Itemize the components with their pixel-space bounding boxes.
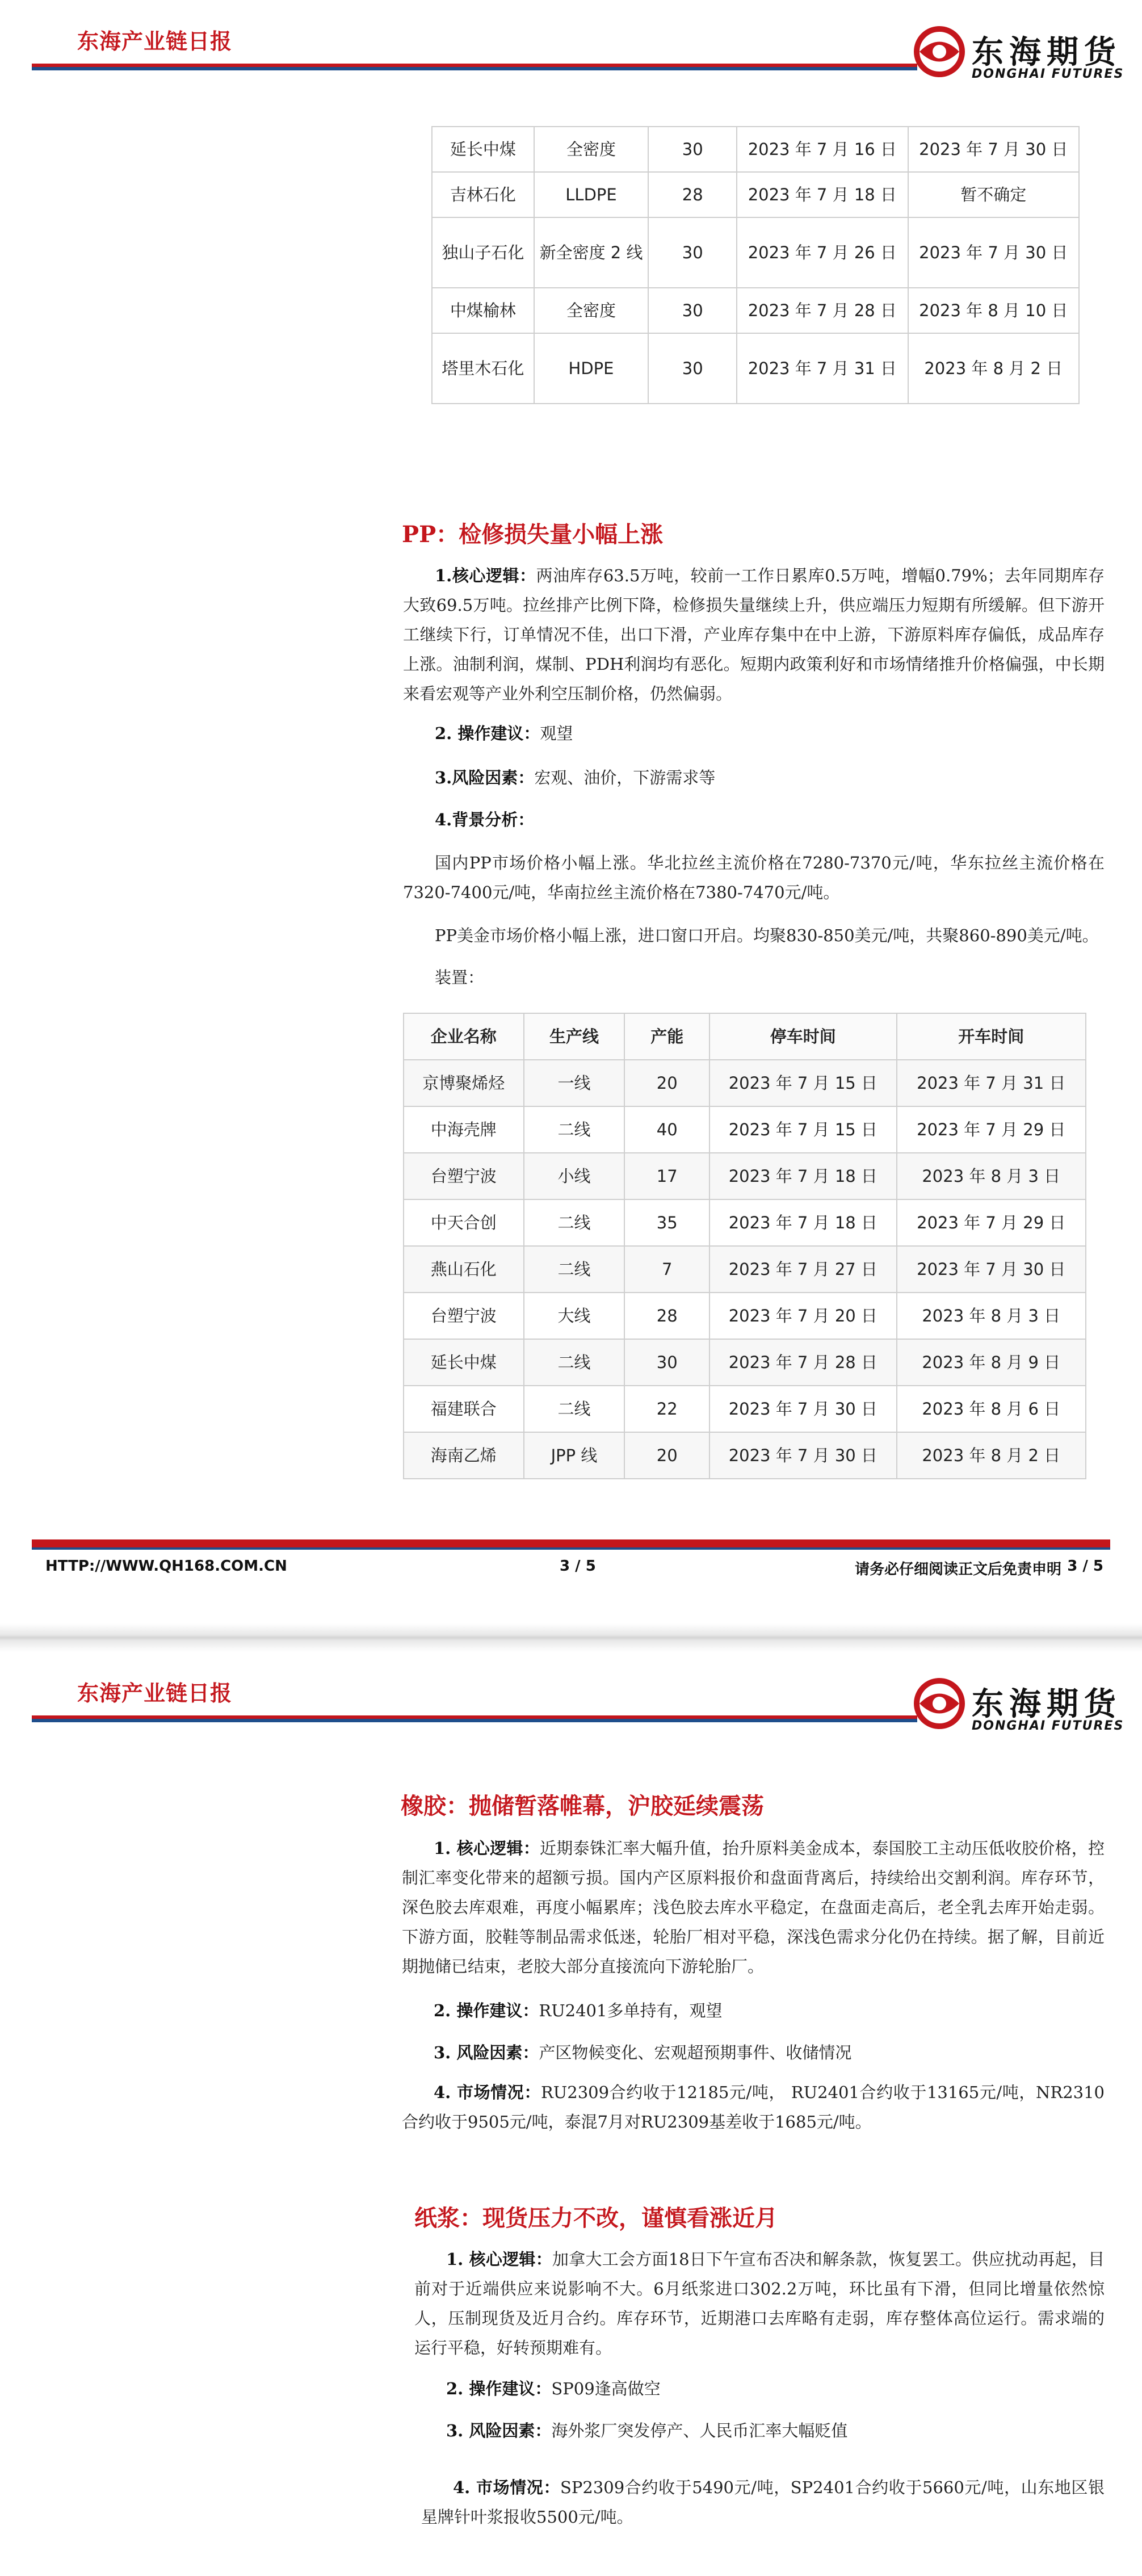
table-cell: 福建联合: [404, 1386, 524, 1432]
footer-rule-red: [32, 1539, 1110, 1547]
table-cell: 独山子石化: [432, 217, 534, 288]
pulp-market-label: 4. 市场情况：: [453, 2478, 560, 2497]
pp-bg-label: 4.背景分析：: [435, 810, 535, 829]
table-cell: 全密度: [534, 288, 649, 333]
table-cell: 二线: [524, 1106, 625, 1153]
table-cell: 35: [624, 1199, 709, 1246]
donghai-logo: [908, 1672, 1124, 1735]
rubber-advice: [434, 1998, 722, 2023]
rubber-core-logic: [402, 1834, 1105, 1981]
rubber-logic-text: 近期泰铢汇率大幅升值，抬升原料美金成本，泰国胶工主动压低收胶价格，控制汇率变化带来的超额亏损。国内产区原料报价和盘面背离后，持续给出交割利润。库存环节，深色胶去库艰难，再度小幅累库；浅色胶去库水平稳定，在盘面走高后，老全乳去库开始走弱。下游方面，胶鞋等制品需求低迷，轮胎厂相对平稳，深浅色需求分化仍在持续。据了解，目前近期抛储已结束，老胶大部分直接流向下游轮胎厂。: [402, 1839, 1105, 1976]
table-cell: 2023 年 7 月 29 日: [897, 1199, 1086, 1246]
table-cell: 2023 年 8 月 3 日: [897, 1293, 1086, 1339]
table-cell: 中煤榆林: [432, 288, 534, 333]
pp-logic-text: 两油库存63.5万吨，较前一工作日累库0.5万吨，增幅0.79%；去年同期库存大致69.5万吨。拉丝排产比例下降，检修损失量继续上升，供应端压力短期有所缓解。但下游开工继续下行，订单情况不佳，出口下滑，产业库存集中在中上游，下游原料库存偏低，成品库存上涨。油制利润，煤制、PDH利润均有恶化。短期内政策利好和市场情绪推升价格偏强，中长期来看宏观等产业外利空压制价格，仍然偏弱。: [403, 566, 1105, 703]
table-cell: 28: [648, 172, 737, 217]
table-row: [404, 1293, 1086, 1339]
pulp-logic-text: 加拿大工会方面18日下午宣布否决和解条款，恢复罢工。供应扰动再起，目前对于近端供应来说影响不大。6月纸浆进口302.2万吨，环比虽有下滑，但同比增量依然惊人，压制现货及近月合约。库存环节，近期港口去库略有走弱，库存整体高位运行。需求端的运行平稳，好转预期难有。: [414, 2250, 1105, 2357]
table-row: [404, 1153, 1086, 1199]
table-cell: 2023 年 7 月 31 日: [897, 1060, 1086, 1106]
table-cell: 塔里木石化: [432, 333, 534, 404]
pp-logic-label: 1.核心逻辑：: [435, 566, 536, 585]
header-title: 东海产业链日报: [77, 1681, 233, 1706]
table-row: [404, 1246, 1086, 1293]
table-cell: 2023 年 7 月 30 日: [908, 217, 1079, 288]
pp-risk: [435, 765, 715, 790]
pulp-risk-label: 3. 风险因素：: [446, 2421, 552, 2440]
pulp-core-logic: [414, 2244, 1105, 2363]
page-separator: [0, 1623, 1142, 1652]
pp-risk-label: 3.风险因素：: [435, 768, 535, 787]
column-header: 停车时间: [709, 1013, 896, 1060]
table-cell: 30: [624, 1339, 709, 1386]
table-cell: 二线: [524, 1199, 625, 1246]
table-cell: 2023 年 7 月 15 日: [709, 1106, 896, 1153]
table-row: [432, 217, 1079, 288]
table-cell: 2023 年 7 月 28 日: [737, 288, 908, 333]
logo-swirl-icon: [908, 1672, 971, 1735]
table-cell: 中海壳牌: [404, 1106, 524, 1153]
table-cell: 吉林石化: [432, 172, 534, 217]
pulp-advice: [446, 2376, 661, 2401]
header-title: 东海产业链日报: [77, 29, 233, 54]
footer-page-number: 3 / 5: [560, 1558, 596, 1575]
table-header-row: [404, 1013, 1086, 1060]
table-cell: 2023 年 7 月 18 日: [737, 172, 908, 217]
table-cell: 2023 年 8 月 6 日: [897, 1386, 1086, 1432]
logo-text-cn: 东海期货: [972, 1685, 1122, 1723]
table-row: [404, 1060, 1086, 1106]
pp-device-label: 装置：: [435, 968, 485, 987]
table-cell: 小线: [524, 1153, 625, 1199]
table-cell: 30: [648, 217, 737, 288]
table-cell: 2023 年 7 月 18 日: [709, 1199, 896, 1246]
table-row: [432, 127, 1079, 172]
pp-maintenance-table: [403, 1013, 1086, 1479]
table-cell: 22: [624, 1386, 709, 1432]
table-row: [404, 1386, 1086, 1432]
table-cell: 2023 年 7 月 30 日: [897, 1246, 1086, 1293]
pp-advice-label: 2. 操作建议：: [435, 724, 540, 743]
table-cell: JPP 线: [524, 1432, 625, 1479]
header-rule-blue: [32, 67, 917, 70]
table-row: [404, 1106, 1086, 1153]
table-cell: 7: [624, 1246, 709, 1293]
table-cell: 台塑宁波: [404, 1293, 524, 1339]
rubber-market: [402, 2078, 1105, 2137]
pulp-risk: [446, 2418, 847, 2443]
rubber-section-heading: 橡胶：抛储暂落帷幕，沪胶延续震荡: [401, 1793, 764, 1819]
footer-page-number-right: 3 / 5: [1067, 1558, 1103, 1575]
rubber-risk-label: 3. 风险因素：: [434, 2043, 539, 2062]
table-cell: 2023 年 8 月 2 日: [897, 1432, 1086, 1479]
table-row: [404, 1432, 1086, 1479]
donghai-logo: [908, 20, 1124, 83]
table-cell: 2023 年 7 月 30 日: [709, 1432, 896, 1479]
table-cell: 一线: [524, 1060, 625, 1106]
table-cell: 2023 年 7 月 30 日: [709, 1386, 896, 1432]
table-cell: 全密度: [534, 127, 649, 172]
table-row: [404, 1199, 1086, 1246]
table-cell: 2023 年 7 月 15 日: [709, 1060, 896, 1106]
table-cell: 大线: [524, 1293, 625, 1339]
pulp-section-heading: 纸浆：现货压力不改，谨慎看涨近月: [414, 2205, 778, 2231]
table-cell: HDPE: [534, 333, 649, 404]
table-cell: 台塑宁波: [404, 1153, 524, 1199]
table-cell: 新全密度 2 线: [534, 217, 649, 288]
pp-risk-text: 宏观、油价，下游需求等: [534, 768, 716, 787]
rubber-market-text: RU2309合约收于12185元/吨， RU2401合约收于13165元/吨，NR2310合约收于9505元/吨，泰混7月对RU2309基差收于1685元/吨。: [402, 2083, 1105, 2132]
table-cell: 2023 年 7 月 28 日: [709, 1339, 896, 1386]
table-cell: 中天合创: [404, 1199, 524, 1246]
table-cell: 28: [624, 1293, 709, 1339]
pe-maintenance-table: [431, 126, 1080, 404]
table-cell: 延长中煤: [404, 1339, 524, 1386]
logo-swirl-icon: [908, 20, 971, 83]
column-header: 企业名称: [404, 1013, 524, 1060]
pulp-market: [421, 2473, 1105, 2532]
table-cell: 二线: [524, 1246, 625, 1293]
pp-advice-text: 观望: [540, 724, 573, 743]
table-cell: 30: [648, 333, 737, 404]
table-cell: 2023 年 8 月 9 日: [897, 1339, 1086, 1386]
table-cell: LLDPE: [534, 172, 649, 217]
rubber-logic-label: 1. 核心逻辑：: [434, 1839, 540, 1858]
footer-disclaimer: 请务必仔细阅读正文后免责申明: [855, 1561, 1062, 1578]
table-cell: 暂不确定: [908, 172, 1079, 217]
table-cell: 2023 年 7 月 31 日: [737, 333, 908, 404]
table-cell: 2023 年 7 月 20 日: [709, 1293, 896, 1339]
table-cell: 30: [648, 288, 737, 333]
pulp-risk-text: 海外浆厂突发停产、人民币汇率大幅贬值: [551, 2421, 848, 2440]
column-header: 生产线: [524, 1013, 625, 1060]
table-cell: 40: [624, 1106, 709, 1153]
table-row: [432, 172, 1079, 217]
table-row: [404, 1339, 1086, 1386]
table-cell: 20: [624, 1432, 709, 1479]
table-cell: 20: [624, 1060, 709, 1106]
rubber-risk: [434, 2040, 851, 2065]
table-cell: 2023 年 7 月 26 日: [737, 217, 908, 288]
table-cell: 2023 年 8 月 3 日: [897, 1153, 1086, 1199]
pp-core-logic: [403, 561, 1105, 708]
pulp-market-text: SP2309合约收于5490元/吨，SP2401合约收于5660元/吨，山东地区银星牌针叶浆报收5500元/吨。: [421, 2478, 1105, 2527]
rubber-advice-text: RU2401多单持有，观望: [539, 2001, 723, 2020]
table-cell: 京博聚烯烃: [404, 1060, 524, 1106]
table-cell: 2023 年 7 月 18 日: [709, 1153, 896, 1199]
logo-text-en: DONGHAI FUTURES: [972, 67, 1124, 81]
table-cell: 17: [624, 1153, 709, 1199]
table-cell: 燕山石化: [404, 1246, 524, 1293]
table-cell: 延长中煤: [432, 127, 534, 172]
pp-background: [435, 807, 534, 832]
pulp-advice-text: SP09逢高做空: [551, 2379, 661, 2398]
table-cell: 二线: [524, 1386, 625, 1432]
column-header: 产能: [624, 1013, 709, 1060]
table-cell: 30: [648, 127, 737, 172]
table-cell: 海南乙烯: [404, 1432, 524, 1479]
table-cell: 2023 年 8 月 10 日: [908, 288, 1079, 333]
footer-url-link[interactable]: HTTP://WWW.QH168.COM.CN: [45, 1558, 287, 1575]
table-cell: 2023 年 7 月 27 日: [709, 1246, 896, 1293]
table-cell: 2023 年 7 月 16 日: [737, 127, 908, 172]
table-cell: 二线: [524, 1339, 625, 1386]
table-row: [432, 288, 1079, 333]
pp-advice: [435, 721, 573, 746]
logo-text-cn: 东海期货: [972, 33, 1122, 71]
column-header: 开车时间: [897, 1013, 1086, 1060]
table-row: [432, 333, 1079, 404]
rubber-advice-label: 2. 操作建议：: [434, 2001, 539, 2020]
table-cell: 2023 年 8 月 2 日: [908, 333, 1079, 404]
logo-text-en: DONGHAI FUTURES: [972, 1719, 1124, 1733]
header-rule-blue: [32, 1719, 917, 1722]
rubber-risk-text: 产区物候变化、宏观超预期事件、收储情况: [539, 2043, 852, 2062]
rubber-market-label: 4. 市场情况：: [434, 2083, 541, 2102]
pulp-advice-label: 2. 操作建议：: [446, 2379, 552, 2398]
footer-rule-blue: [32, 1547, 1110, 1550]
pp-bg-paragraph-2: PP美金市场价格小幅上涨，进口窗口开启。均聚830-850美元/吨，共聚860-890美元/吨。: [435, 926, 1099, 945]
pulp-logic-label: 1. 核心逻辑：: [446, 2250, 552, 2269]
pp-bg-paragraph-1: 国内PP市场价格小幅上涨。华北拉丝主流价格在7280-7370元/吨，华东拉丝主流价格在7320-7400元/吨，华南拉丝主流价格在7380-7470元/吨。: [403, 853, 1105, 902]
pp-section-heading: PP：检修损失量小幅上涨: [402, 521, 664, 548]
table-cell: 2023 年 7 月 29 日: [897, 1106, 1086, 1153]
report-page-4: [0, 1652, 1142, 2576]
table-cell: 2023 年 7 月 30 日: [908, 127, 1079, 172]
